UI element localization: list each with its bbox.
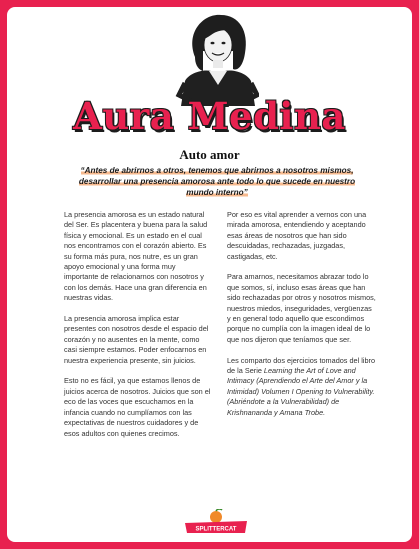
right-column (227, 210, 377, 428)
paragraph: La presencia amorosa implica estar presentes con nosotros desde el espacio del corazón y no ausentes en la mente, como casi siempre estamos. Poder enfocarnos en nuestra experiencia presente, sin juicios. (64, 314, 209, 365)
author-portrait (175, 11, 259, 106)
paragraph: Esto no es fácil, ya que estamos llenos de juicios acerca de nosotros. Juicios que son el eco de las voces que escuchamos en la infancia cuando no cumplíamos con las expectativas de nuestros cuidadores y de esos adultos con quienes crecimos. (64, 376, 211, 438)
pull-quote (77, 165, 357, 198)
paragraph: Por eso es vital aprender a vernos con una mirada amorosa, entendiendo y aceptando esas áreas de nosotros que han sido descuidadas, rechazadas, juzgadas, castigadas, etc. (227, 210, 367, 261)
publisher-logo (181, 509, 251, 535)
paragraph: Para amarnos, necesitamos abrazar todo lo que somos, sí, incluso esas áreas que han sido rechazadas por otros y nosotros mismos, nuestros miedos, inseguridades, vergüenzas y en general todo aquello que escondimos porque no cumplía con la imagen ideal de lo que nos dijeron que teníamos que ser. (227, 272, 376, 344)
paragraph-intro: Les comparto dos ejercicios tomados del libro de la Serie (227, 355, 376, 376)
book-title: Learning the Art of Love and Intimacy (Aprendiendo el Arte del Amor y la Intimidad) Volumen I Opening to Vulnerability. (Abriéndote a la Vulnerabilidad) de Krishnananda y Amana Trobe. (227, 366, 375, 417)
paragraph: La presencia amorosa es un estado natural del Ser. Es placentera y buena para la salud física y emocional. Es un estado en el cual nos encontramos con el corazón abierto. Es su forma más pura, nos nutre, es un gran apoyo emocional y una forma muy importante de relacionarnos con nosotros y con los demás. Hace una gran diferencia en nuestras vidas. (64, 210, 208, 303)
logo-text: SPLITTERCAT (195, 526, 237, 533)
left-column (64, 210, 212, 449)
article-subtitle: Auto amor (179, 147, 240, 162)
pull-quote-text: “Antes de abrirnos a otros, tenemos que abrirnos a nosotros mismos, desarrollar una presencia amorosa ante todo lo que sucede en nuestro mundo interno” (78, 166, 356, 197)
article-page (7, 7, 412, 542)
paragraph (227, 356, 377, 418)
author-name: Aura Medina (73, 94, 346, 138)
